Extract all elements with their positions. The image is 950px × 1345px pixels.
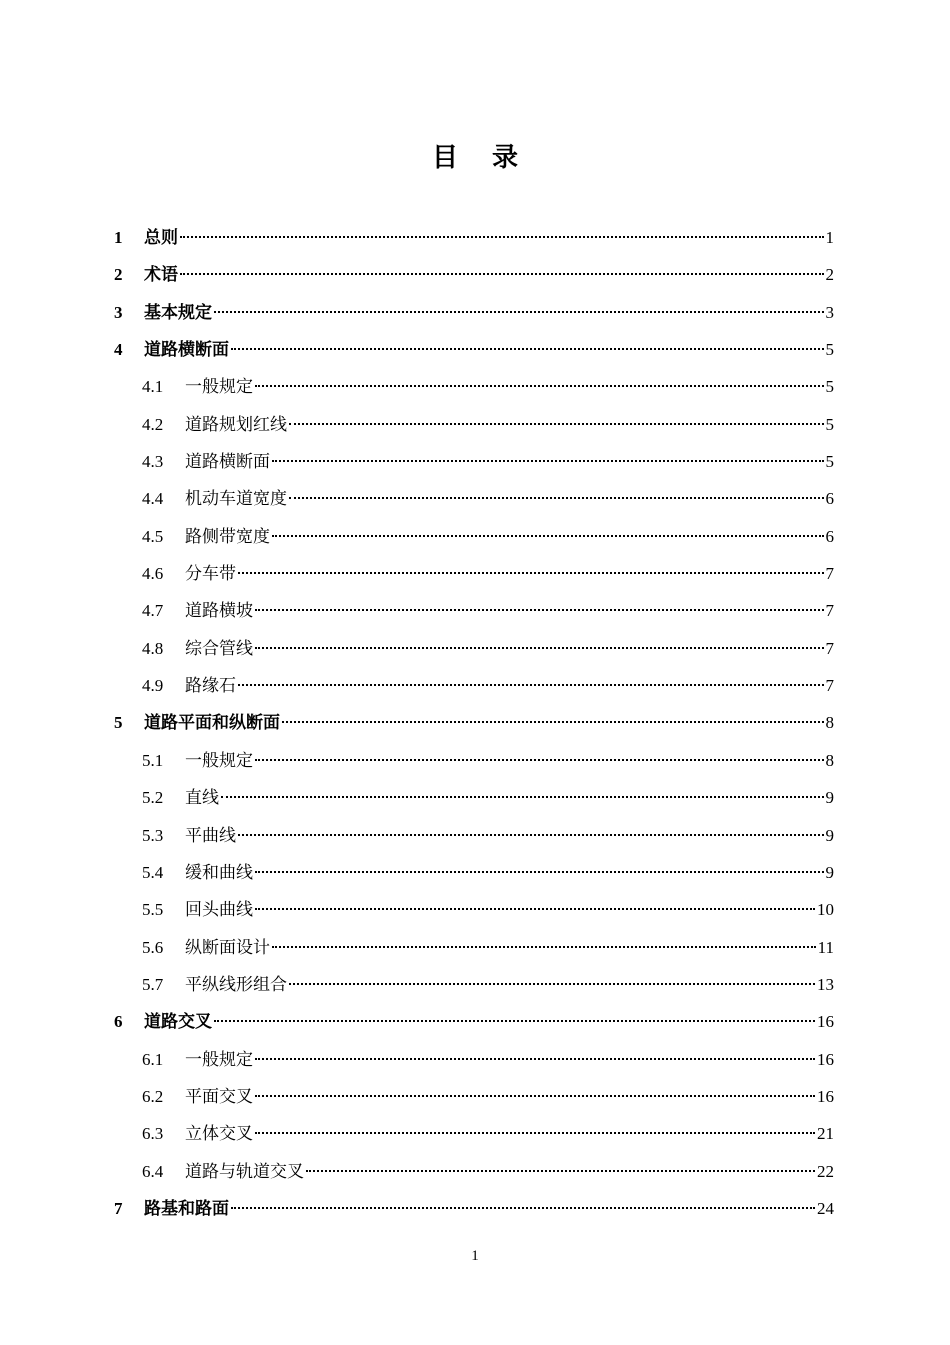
toc-entry-number: 5.5 xyxy=(142,900,164,920)
toc-entry-5-2[interactable] xyxy=(112,779,834,816)
toc-dot-leader xyxy=(306,1169,815,1172)
toc-entry-page: 9 xyxy=(825,788,834,808)
toc-entry-title: 道路横断面 xyxy=(144,340,229,361)
toc-dot-leader xyxy=(214,1019,815,1022)
toc-entry-5-4[interactable] xyxy=(112,854,834,891)
toc-dot-leader xyxy=(214,310,824,313)
toc-entry-page: 8 xyxy=(825,750,834,770)
toc-entry-title: 道路横坡 xyxy=(185,601,253,622)
toc-entry-number: 5.3 xyxy=(142,825,164,845)
toc-entry-number: 6.1 xyxy=(142,1049,164,1069)
toc-entry-4-3[interactable] xyxy=(112,443,834,480)
toc-entry-5-5[interactable] xyxy=(112,891,834,928)
toc-dot-leader xyxy=(289,982,815,985)
toc-entry-page: 5 xyxy=(825,340,834,360)
toc-entry-4-1[interactable] xyxy=(112,368,834,405)
toc-dot-leader xyxy=(255,870,824,873)
toc-entry-number: 4.8 xyxy=(142,638,164,658)
toc-entry-title: 纵断面设计 xyxy=(185,937,270,958)
toc-entry-title: 立体交叉 xyxy=(185,1124,253,1145)
toc-entry-page: 13 xyxy=(817,974,834,994)
toc-entry-number: 5.7 xyxy=(142,974,164,994)
toc-entry-number: 3 xyxy=(114,302,123,322)
toc-entry-7[interactable] xyxy=(112,1190,834,1227)
toc-entry-number: 4.5 xyxy=(142,526,164,546)
toc-entry-page: 16 xyxy=(817,1086,834,1106)
toc-entry-title: 分车带 xyxy=(185,564,236,585)
toc-entry-page: 5 xyxy=(825,414,834,434)
toc-entry-4-7[interactable] xyxy=(112,592,834,629)
toc-entry-title: 机动车道宽度 xyxy=(185,489,287,510)
toc-entry-number: 4.3 xyxy=(142,452,164,472)
toc-entry-number: 6.3 xyxy=(142,1124,164,1144)
toc-entry-title: 一般规定 xyxy=(185,377,253,398)
toc-entry-number: 2 xyxy=(114,265,123,285)
toc-entry-3[interactable] xyxy=(112,294,834,331)
toc-entry-4-4[interactable] xyxy=(112,480,834,517)
toc-dot-leader xyxy=(255,646,824,649)
toc-dot-leader xyxy=(272,945,816,948)
toc-entry-4-9[interactable] xyxy=(112,667,834,704)
toc-entry-title: 一般规定 xyxy=(185,750,253,771)
toc-dot-leader xyxy=(231,1206,815,1209)
toc-entry-number: 6.4 xyxy=(142,1161,164,1181)
toc-entry-number: 4.2 xyxy=(142,414,164,434)
toc-entry-page: 1 xyxy=(825,228,834,247)
toc-entry-page: 7 xyxy=(825,601,834,621)
toc-entry-6-2[interactable] xyxy=(112,1078,834,1115)
toc-entry-5-1[interactable] xyxy=(112,742,834,779)
toc-entry-title: 平纵线形组合 xyxy=(185,974,287,995)
toc-entry-title: 平曲线 xyxy=(185,825,236,846)
toc-entry-page: 5 xyxy=(825,377,834,397)
toc-dot-leader xyxy=(180,272,824,275)
page-title xyxy=(0,140,950,176)
page-title-right: 录 xyxy=(492,143,519,173)
toc-entry-page: 7 xyxy=(825,676,834,696)
toc-entry-4-8[interactable] xyxy=(112,630,834,667)
toc-entry-number: 4.6 xyxy=(142,564,164,584)
toc-dot-leader xyxy=(272,534,824,537)
toc-entry-title: 基本规定 xyxy=(144,302,212,323)
footer-page-number: 1 xyxy=(471,1248,479,1264)
toc-entry-number: 5.2 xyxy=(142,788,164,808)
toc-dot-leader xyxy=(180,235,824,238)
toc-entry-6[interactable] xyxy=(112,1003,834,1040)
toc-entry-6-1[interactable] xyxy=(112,1041,834,1078)
toc-dot-leader xyxy=(272,459,824,462)
toc-entry-title: 路侧带宽度 xyxy=(185,526,270,547)
toc-dot-leader xyxy=(238,683,824,686)
toc-entry-title: 路缘石 xyxy=(185,676,236,697)
toc-entry-title: 总则 xyxy=(144,228,178,248)
toc-dot-leader xyxy=(289,496,824,499)
toc-entry-5-7[interactable] xyxy=(112,966,834,1003)
toc-entry-number: 4.7 xyxy=(142,601,164,621)
toc-entry-page: 11 xyxy=(817,937,834,957)
toc-entry-page: 5 xyxy=(825,452,834,472)
toc-entry-4-5[interactable] xyxy=(112,518,834,555)
toc-entry-page: 9 xyxy=(825,825,834,845)
toc-entry-title: 平面交叉 xyxy=(185,1086,253,1107)
toc-entry-title: 直线 xyxy=(185,788,219,809)
toc-entry-4-6[interactable] xyxy=(112,555,834,592)
toc-dot-leader xyxy=(255,758,824,761)
toc-entry-page: 6 xyxy=(825,489,834,509)
toc-dot-leader xyxy=(255,907,815,910)
toc-entry-number: 4.4 xyxy=(142,489,164,509)
toc-entry-5-3[interactable] xyxy=(112,817,834,854)
toc-entry-title: 缓和曲线 xyxy=(185,862,253,883)
toc-entry-title: 道路横断面 xyxy=(185,452,270,473)
toc-entry-page: 7 xyxy=(825,564,834,584)
toc-entry-4-2[interactable] xyxy=(112,406,834,443)
toc-entry-number: 5 xyxy=(114,713,123,733)
toc-dot-leader xyxy=(255,1057,815,1060)
toc-entry-title: 道路与轨道交叉 xyxy=(185,1161,304,1182)
table-of-contents xyxy=(112,219,834,1227)
toc-entry-page: 24 xyxy=(817,1198,834,1218)
toc-entry-number: 7 xyxy=(114,1198,123,1218)
toc-entry-page: 2 xyxy=(825,265,834,285)
toc-entry-2[interactable] xyxy=(112,256,834,293)
toc-entry-6-3[interactable] xyxy=(112,1115,834,1152)
toc-entry-title: 路基和路面 xyxy=(144,1198,229,1219)
toc-dot-leader xyxy=(282,720,824,723)
toc-entry-page: 7 xyxy=(825,638,834,658)
toc-entry-6-4[interactable] xyxy=(112,1153,834,1190)
toc-dot-leader xyxy=(255,384,824,387)
toc-entry-title: 道路规划红线 xyxy=(185,414,287,435)
toc-entry-4[interactable] xyxy=(112,331,834,368)
toc-entry-number: 1 xyxy=(114,228,123,247)
toc-entry-page: 9 xyxy=(825,862,834,882)
toc-entry-page: 22 xyxy=(817,1161,834,1181)
toc-dot-leader xyxy=(221,795,824,798)
toc-entry-title: 道路交叉 xyxy=(144,1012,212,1033)
toc-dot-leader xyxy=(238,833,824,836)
page-title-left: 目 xyxy=(431,143,458,173)
toc-entry-title: 综合管线 xyxy=(185,638,253,659)
toc-entry-number: 4.9 xyxy=(142,676,164,696)
toc-entry-number: 6 xyxy=(114,1012,123,1032)
toc-dot-leader xyxy=(231,347,824,350)
toc-entry-page: 3 xyxy=(825,302,834,322)
toc-entry-title: 一般规定 xyxy=(185,1049,253,1070)
toc-entry-1[interactable] xyxy=(112,219,834,256)
toc-dot-leader xyxy=(238,571,824,574)
toc-entry-number: 5.1 xyxy=(142,750,164,770)
toc-entry-page: 6 xyxy=(825,526,834,546)
toc-entry-5-6[interactable] xyxy=(112,929,834,966)
toc-entry-number: 6.2 xyxy=(142,1086,164,1106)
toc-entry-page: 8 xyxy=(825,713,834,733)
toc-dot-leader xyxy=(255,1094,815,1097)
toc-entry-title: 术语 xyxy=(144,265,178,286)
toc-entry-number: 5.4 xyxy=(142,862,164,882)
toc-entry-number: 4.1 xyxy=(142,377,164,397)
toc-entry-page: 21 xyxy=(817,1124,834,1144)
toc-entry-number: 4 xyxy=(114,340,123,360)
toc-dot-leader xyxy=(255,608,824,611)
toc-entry-number: 5.6 xyxy=(142,937,164,957)
toc-entry-page: 16 xyxy=(817,1049,834,1069)
toc-entry-5[interactable] xyxy=(112,704,834,741)
toc-entry-title: 道路平面和纵断面 xyxy=(144,713,280,734)
toc-entry-page: 16 xyxy=(817,1012,834,1032)
toc-entry-title: 回头曲线 xyxy=(185,900,253,921)
toc-dot-leader xyxy=(289,422,824,425)
toc-entry-page: 10 xyxy=(817,900,834,920)
toc-dot-leader xyxy=(255,1131,815,1134)
